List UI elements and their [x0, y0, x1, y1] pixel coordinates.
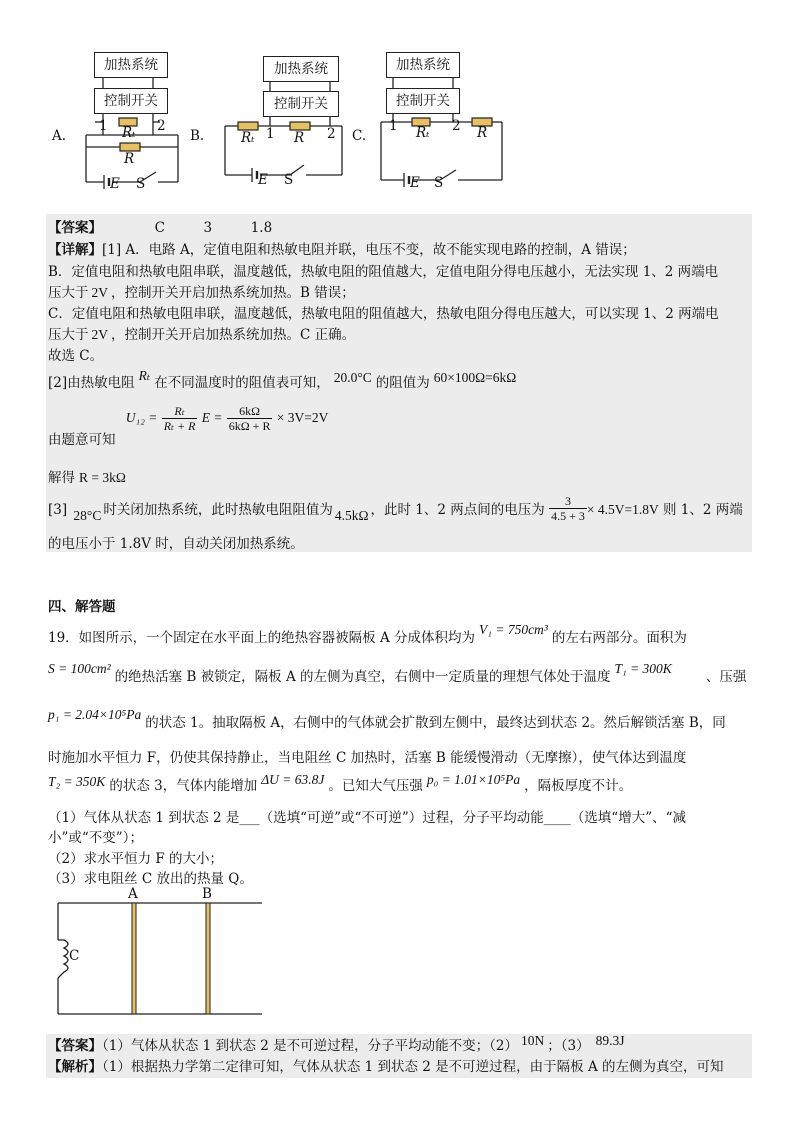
fraction-voltage-den: 4.5 + 3 [551, 509, 585, 523]
fraction-voltage-num: 3 [549, 494, 587, 509]
detail-text-9a: 解得 [48, 470, 75, 486]
fraction-rt [162, 404, 198, 433]
q19-text-5c: ，隔板厚度不计。 [524, 778, 633, 794]
switch-box-a: 控制开关 [94, 88, 168, 114]
detail-line-2: B．定值电阻和热敏电阻串联，温度越低，热敏电阻的阻值越大，定值电阻分得电压越小，无法实现 1、2 两端电 [48, 264, 719, 280]
voltage-result: × 4.5V=1.8V [586, 502, 659, 517]
q19-text-2a: 的绝热活塞 B 被锁定，隔板 A 的左侧为真空，右侧中一定质量的理想气体处于温度 [114, 669, 611, 685]
r-label-c: R [477, 125, 488, 141]
piston-b [206, 903, 210, 1014]
q19-line-5 [48, 772, 633, 796]
detail-line-10 [48, 494, 743, 534]
detail-text-5a: 压大于 [48, 327, 89, 343]
detail-line-3 [48, 283, 355, 303]
area-s: S = 100cm² [48, 661, 111, 676]
heating-coil-icon [58, 940, 68, 978]
u12-symbol: U₁₂ = [125, 410, 158, 425]
partition-a [132, 903, 136, 1014]
rt-label-b: Rₜ [241, 130, 255, 146]
switch-box-b: 控制开关 [263, 91, 339, 117]
fraction-6k-num: 6kΩ [227, 404, 273, 419]
label-a: A [128, 886, 138, 902]
r-label-a: R [124, 151, 135, 167]
fraction-6k [227, 404, 273, 433]
detail-text-10b: 时关闭加热系统，此时热敏电阻阻值为 [103, 502, 333, 518]
detail-line-11: 的电压小于 1.8V 时，自动关闭加热系统。 [48, 536, 304, 552]
pressure-p0: p₀ = 1.01×10⁵Pa [426, 772, 521, 787]
detail-text-7b: 在不同温度时的阻值表可知， [154, 375, 330, 391]
q19-text-3a: 的状态 1。抽取隔板 A，右侧中的气体就会扩散到左侧中，最终达到状态 2。然后解锁活塞 B，同 [145, 715, 726, 731]
q19-text-5b: 。已知大气压强 [328, 778, 423, 794]
sub-question-1a: （1）气体从状态 1 到状态 2 是___（选填“可逆”或“不可逆”）过程，分子平均动能____（选填“增大”、“减 [48, 810, 686, 826]
sub-question-1b: 小”或“不变”）； [48, 830, 143, 846]
fraction-rt-den: Rₜ + R [163, 419, 196, 433]
q19-text-5a: 的状态 3，气体内能增加 [109, 778, 258, 794]
detail-text-7c: 的阻值为 [375, 375, 430, 391]
detail-line-1 [48, 240, 636, 260]
s-label-b: S [284, 172, 294, 188]
q19-line-2 [48, 661, 747, 687]
circuit-a-label: A. [52, 128, 67, 144]
heater-box-a: 加热系统 [94, 52, 168, 78]
answer-value-3: 1.8 [250, 220, 273, 236]
detail-text-7a: [2]由热敏电阻 [48, 375, 135, 391]
q19-answer-sep: ；（3） [547, 1038, 590, 1054]
pressure-p1: p₁ = 2.04×10⁵Pa [48, 707, 142, 722]
q19-explanation-text: （1）根据热力学第二定律可知，气体从状态 1 到状态 2 是不可逆过程，由于隔板 A 的左侧为真空，可知 [102, 1059, 724, 1075]
detail-text-10d: 则 1、2 两端 [663, 502, 743, 518]
fraction-6k-den: 6kΩ + R [228, 419, 271, 433]
r-label-b: R [294, 130, 305, 146]
q19-explanation-tag: 【解析】 [48, 1059, 102, 1075]
node-2-a: 2 [157, 118, 166, 134]
detail-line-9 [48, 468, 126, 488]
detail-text-1: [1] A．电路 A，定值电阻和热敏电阻并联，电压不变，故不能实现电路的控制，A 错误； [102, 242, 636, 258]
node-1-a: 1 [99, 118, 108, 134]
node-2-b: 2 [327, 126, 336, 142]
detail-text-3b: ，控制开关开启加热系统加热。B 错误； [111, 285, 355, 301]
fraction-voltage [549, 494, 587, 523]
heater-box-c: 加热系统 [386, 52, 460, 78]
label-b: B [202, 886, 212, 902]
rt-label-a: Rₜ [122, 125, 136, 141]
q19-text-1b: 的左右两部分。面积为 [551, 630, 687, 646]
detail-text-10a: [3] [48, 502, 68, 518]
q19-line-3 [48, 707, 726, 733]
q19-line-4: 时施加水平恒力 F，仍使其保持静止，当电阻丝 C 加热时，活塞 B 能缓慢滑动（无摩擦），使气体达到温度 [48, 750, 687, 766]
rt-symbol: Rₜ [138, 368, 151, 383]
s-label-c: S [434, 175, 444, 191]
answer-force: 10N [521, 1033, 545, 1048]
node-1-b: 1 [266, 126, 275, 142]
voltage-2v-b: 2V [91, 285, 108, 300]
q19-line-1 [48, 622, 687, 648]
q19-answer-text: （1）气体从状态 1 到状态 2 是不可逆过程，分子平均动能不变；（2） [102, 1038, 519, 1054]
circuit-b-label: B. [190, 128, 205, 144]
detail-line-7 [48, 368, 517, 393]
s-label-a: S [136, 176, 146, 192]
answer-line [48, 218, 272, 238]
resistance-6k: 60×100Ω=6kΩ [433, 370, 517, 385]
equation-result: × 3V=2V [276, 410, 329, 425]
temp-20c: 20.0°C [333, 370, 372, 385]
detail-text-3a: 压大于 [48, 285, 89, 301]
label-c: C [69, 948, 80, 964]
rt-label-c: Rₜ [416, 125, 430, 141]
detail-text-8a: 由题意可知 [48, 432, 116, 448]
e-label-b: E [258, 172, 268, 188]
e-label-c: E [410, 175, 420, 191]
container-figure [0, 880, 800, 1030]
detail-text-10c: ，此时 1、2 两点间的电压为 [370, 502, 545, 518]
detail-line-6: 故选 C。 [48, 348, 104, 364]
temp-t2: T₂ = 350K [48, 774, 106, 789]
sub-question-3: （3）求电阻丝 C 放出的热量 Q。 [48, 871, 253, 887]
volume-v1: V₁ = 750cm³ [479, 622, 548, 637]
node-1-c: 1 [389, 118, 398, 134]
solution-r: R = 3kΩ [79, 470, 126, 485]
temp-28c: 28°C [73, 508, 102, 523]
q19-answer-tag: 【答案】 [48, 1038, 102, 1054]
voltage-2v-c: 2V [91, 327, 108, 342]
q19-text-1a: 19．如图所示，一个固定在水平面上的绝热容器被隔板 A 分成体积均为 [48, 630, 476, 646]
heater-box-b: 加热系统 [263, 56, 339, 82]
e-label-a: E [110, 176, 120, 192]
answer-heat: 89.3J [595, 1033, 625, 1048]
energy-du: ΔU = 63.8J [261, 772, 325, 787]
detail-text-5b: ，控制开关开启加热系统加热。C 正确。 [111, 327, 356, 343]
resistance-4-5k: 4.5kΩ [334, 508, 369, 523]
q19-explanation-line [48, 1057, 724, 1077]
section-title: 四、解答题 [48, 599, 116, 615]
node-2-c: 2 [452, 118, 461, 134]
answer-tag: 【答案】 [48, 220, 102, 236]
q19-text-2b: 、压强 [705, 669, 747, 685]
answer-value-1: C [154, 220, 165, 236]
e-symbol: E = [201, 410, 223, 425]
detail-line-5 [48, 325, 355, 345]
detail-line-8 [48, 404, 328, 448]
temp-t1: T₁ = 300K [614, 661, 672, 676]
circuit-c-label: C. [352, 128, 367, 144]
sub-question-2: （2）求水平恒力 F 的大小； [48, 851, 224, 867]
answer-value-2: 3 [203, 220, 213, 236]
fraction-rt-num: Rₜ [162, 404, 198, 419]
switch-box-c: 控制开关 [386, 88, 460, 114]
q19-answer-line [48, 1033, 625, 1056]
detail-line-4: C．定值电阻和热敏电阻串联，温度越低，热敏电阻的阻值越大，热敏电阻分得电压越大，可以实现 1、2 两端电 [48, 306, 719, 322]
detail-tag: 【详解】 [48, 242, 102, 258]
